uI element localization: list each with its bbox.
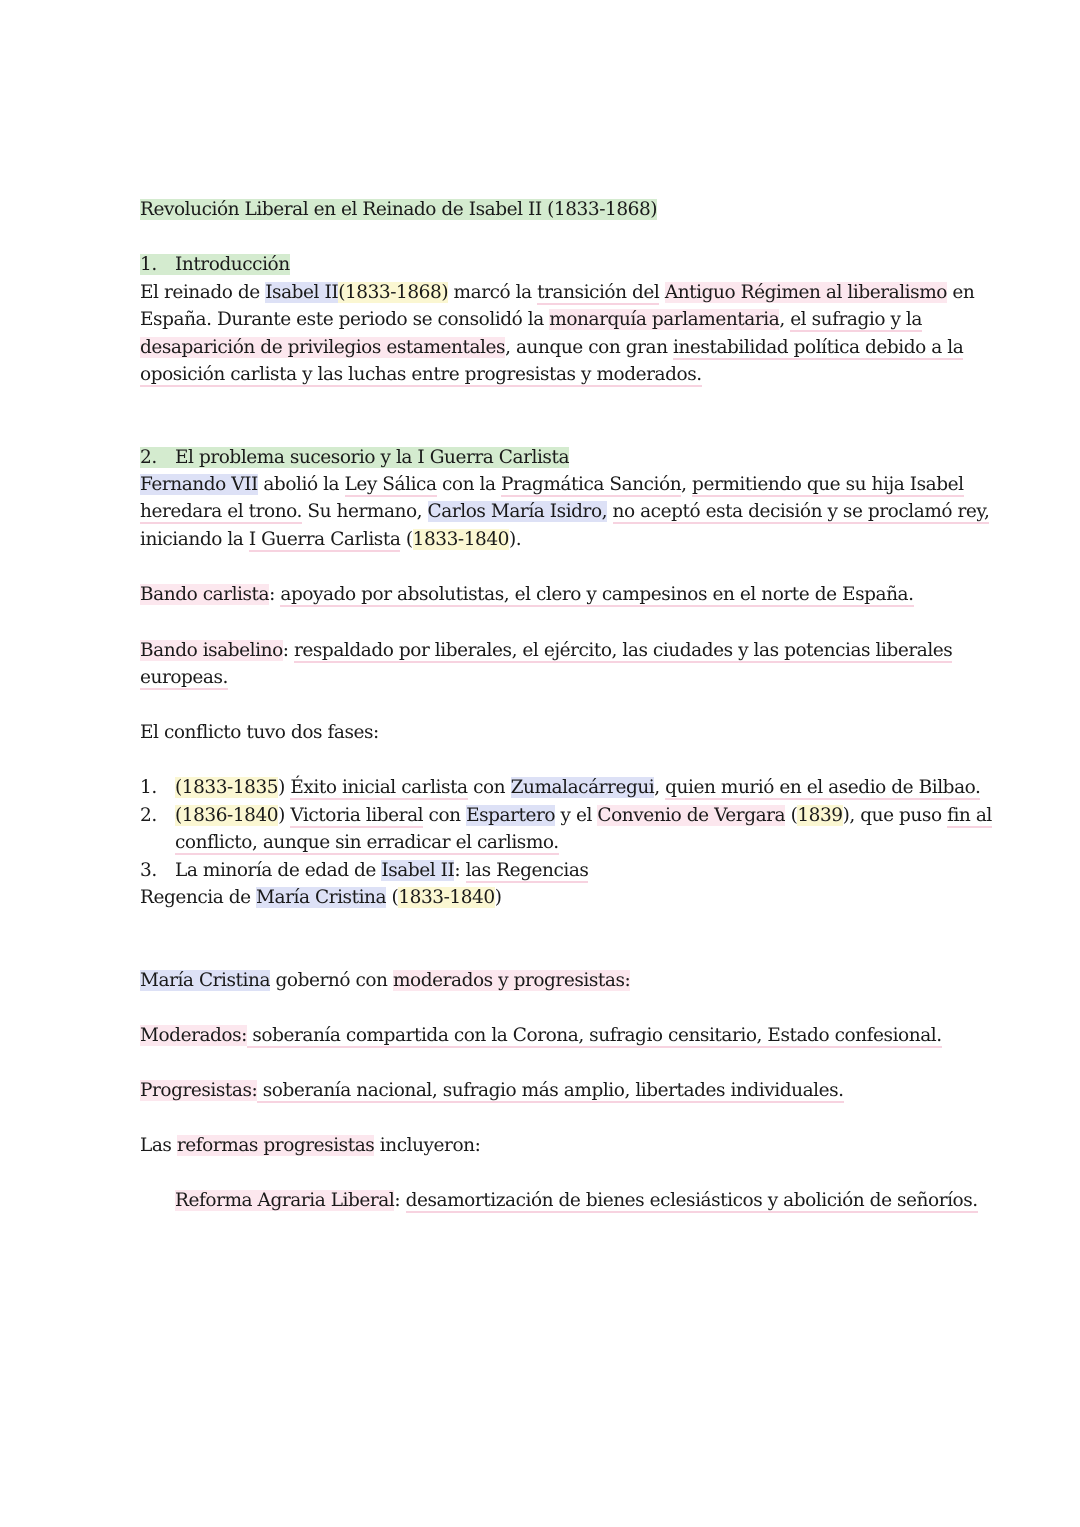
underline-concept: el sufragio y la: [790, 309, 922, 330]
highlight-concept: Convenio de Vergara: [597, 805, 786, 826]
underline-concept: conflicto, aunque sin erradicar el carlismo.: [175, 832, 559, 853]
underline-concept: las Regencias: [465, 860, 589, 881]
highlight-person: Isabel II: [381, 860, 455, 881]
underline-concept: heredara el trono.: [140, 501, 302, 522]
highlight-person: María Cristina: [140, 970, 271, 991]
highlight-concept: Bando carlista: [140, 584, 270, 605]
highlight-concept: reformas progresistas: [176, 1135, 375, 1156]
list-number: 3.: [140, 860, 157, 881]
document-title: [140, 196, 657, 223]
highlight-date: (1836-1840: [175, 805, 279, 826]
paragraph-line: El reinado de Isabel II(1833-1868) marcó la transición del Antiguo Régimen al liberalismo en: [140, 282, 975, 303]
highlight-person: Fernando VII: [140, 474, 258, 495]
highlight-person: Espartero: [466, 805, 556, 826]
section-number: 2.: [140, 447, 157, 468]
bando-carlista: Bando carlista: apoyado por absolutistas, el clero y campesinos en el norte de España.: [140, 584, 914, 605]
underline-concept: desamortización de bienes eclesiásticos y abolición de señoríos.: [405, 1190, 978, 1211]
underline-concept: soberanía compartida con la Corona, sufragio censitario, Estado confesional.: [246, 1025, 942, 1046]
section-heading-introduccion: [140, 251, 290, 278]
moderados-line: [140, 1022, 942, 1049]
highlight-date: 1839: [797, 805, 843, 826]
underline-concept: Victoria liberal: [290, 805, 424, 826]
highlight-person: Carlos María Isidro,: [427, 501, 608, 522]
underline-concept: Pragmática Sanción: [500, 474, 682, 495]
reformas-intro: Las reformas progresistas incluyeron:: [140, 1135, 481, 1156]
paragraph-line: España. Durante este periodo se consolidó la monarquía parlamentaria, el sufragio y la: [140, 309, 922, 330]
underline-concept: quien murió en el asedio de Bilbao.: [665, 777, 981, 798]
highlight-person: Zumalacárregui: [510, 777, 655, 798]
highlight-concept: monarquía parlamentaria: [549, 309, 780, 330]
underline-concept: apoyado por absolutistas, el clero y campesinos en el norte de España.: [280, 584, 914, 605]
list-item-continuation: [175, 829, 559, 856]
highlight-date: (1833-1835: [175, 777, 279, 798]
highlight-concept: Progresistas:: [140, 1080, 258, 1101]
section-number: 1.: [140, 254, 157, 275]
paragraph-line: heredara el trono. Su hermano, Carlos María Isidro, no aceptó esta decisión y se proclamó rey,: [140, 501, 990, 522]
list-item: 2. (1836-1840) Victoria liberal con Espartero y el Convenio de Vergara (1839), que puso fin al: [140, 802, 992, 829]
underline-concept: Éxito inicial carlista: [290, 777, 468, 798]
section-title: Introducción: [175, 254, 290, 275]
paragraph-line: María Cristina gobernó con moderados y progresistas:: [140, 970, 631, 991]
underline-concept: respaldado por liberales, el ejército, las ciudades y las potencias liberales: [294, 640, 953, 661]
progresistas-line: [140, 1077, 844, 1104]
reforma-agraria-line: Reforma Agraria Liberal: desamortización de bienes eclesiásticos y abolición de señoríos.: [175, 1190, 978, 1211]
highlight-concept: Bando isabelino: [140, 640, 283, 661]
highlight-concept: moderados y progresistas:: [392, 970, 631, 991]
highlight-date: 1833-1840: [398, 887, 495, 908]
paragraph-line: Fernando VII abolió la Ley Sálica con la Pragmática Sanción, permitiendo que su hija Isabel: [140, 474, 964, 495]
underline-concept: Ley Sálica: [344, 474, 437, 495]
underline-concept: transición del: [537, 282, 660, 303]
section-heading-problema-sucesorio: [140, 444, 569, 471]
paragraph-line: desaparición de privilegios estamentales, aunque con gran inestabilidad política debido a la: [140, 337, 964, 358]
underline-concept: permitiendo que su hija Isabel: [692, 474, 964, 495]
highlight-concept: Reforma Agraria Liberal: [175, 1190, 395, 1211]
list-number: 2.: [140, 805, 157, 826]
underline-concept: no aceptó esta decisión y se proclamó rey,: [612, 501, 990, 522]
underline-concept: europeas.: [140, 667, 228, 688]
list-number: 1.: [140, 777, 157, 798]
highlight-concept: desaparición de privilegios estamentales: [140, 337, 506, 358]
highlight-date: (1833-1868): [338, 282, 449, 303]
bando-isabelino: Bando isabelino: respaldado por liberales, el ejército, las ciudades y las potencias liberales: [140, 640, 953, 661]
regency-heading: Regencia de María Cristina (1833-1840): [140, 887, 502, 908]
highlight-person: María Cristina: [256, 887, 387, 908]
list-item: 3. La minoría de edad de Isabel II: las Regencias: [140, 857, 588, 884]
paragraph-line: iniciando la I Guerra Carlista (1833-1840).: [140, 529, 522, 550]
underline-concept: soberanía nacional, sufragio más amplio, libertades individuales.: [257, 1080, 844, 1101]
list-item: 1. (1833-1835) Éxito inicial carlista con Zumalacárregui, quien murió en el asedio de Bilbao.: [140, 774, 980, 801]
underline-concept: I Guerra Carlista: [248, 529, 401, 550]
underline-concept: inestabilidad política debido a la: [673, 337, 964, 358]
paragraph-line: [140, 664, 228, 691]
underline-concept: oposición carlista y las luchas entre progresistas y moderados.: [140, 364, 702, 385]
underline-concept: fin al: [947, 805, 992, 826]
highlight-person: Isabel II: [265, 282, 339, 303]
section-title: El problema sucesorio y la I Guerra Carlista: [175, 447, 570, 468]
title-text: Revolución Liberal en el Reinado de Isabel II (1833-1868): [140, 199, 658, 220]
paragraph-line: [140, 361, 702, 388]
phases-intro: El conflicto tuvo dos fases:: [140, 722, 379, 743]
highlight-date: 1833-1840: [412, 529, 509, 550]
highlight-concept: Moderados:: [140, 1025, 247, 1046]
highlight-concept: Antiguo Régimen al liberalismo: [664, 282, 947, 303]
